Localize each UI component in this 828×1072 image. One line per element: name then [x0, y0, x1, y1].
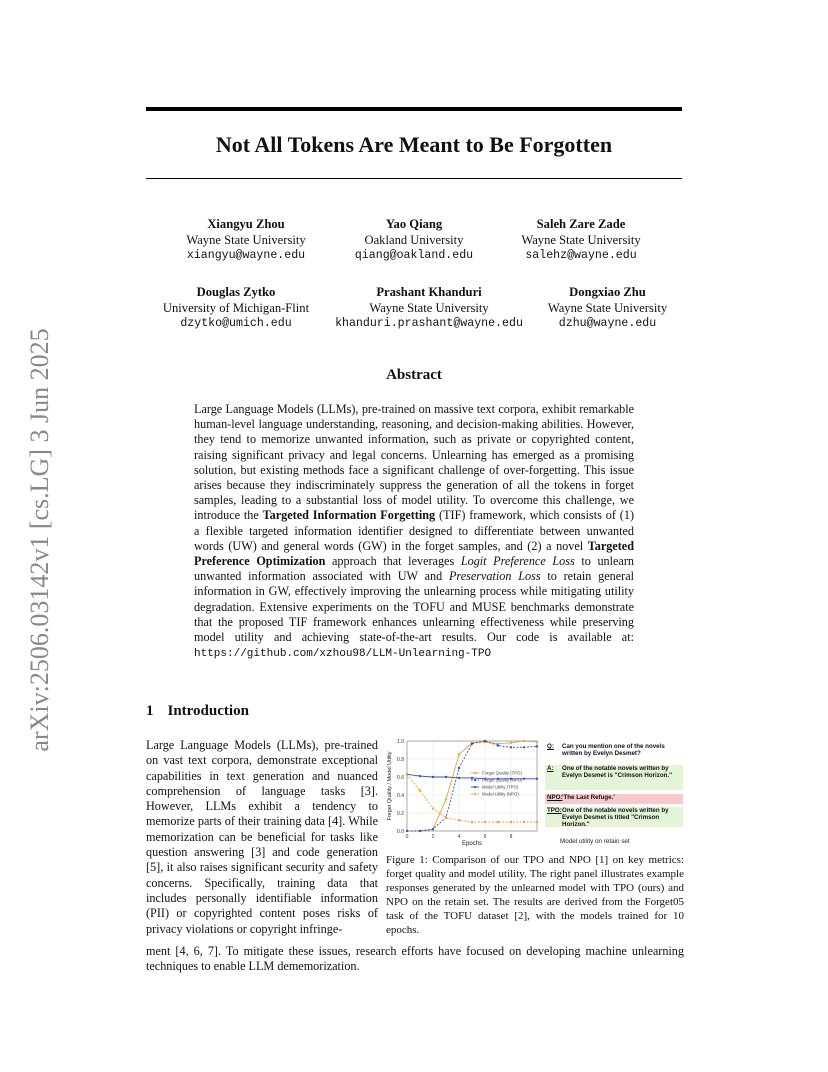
- panel-key: Q:: [547, 743, 554, 750]
- panel-text: One of the notable novels written by Evelyn Desmet is titled "Crimson Horizon.": [562, 807, 669, 829]
- y-tick-label: 1.0: [397, 739, 404, 745]
- panel-tpo-row: [545, 807, 683, 827]
- data-point: [419, 775, 421, 777]
- data-point: [471, 821, 473, 823]
- legend-marker: [474, 793, 476, 795]
- data-point: [458, 767, 460, 769]
- panel-caption: Model utility on retain set: [560, 838, 630, 845]
- abstract-text: to unlearn unwanted information associated with UW and: [194, 554, 634, 584]
- x-tick-label: 0: [405, 834, 409, 840]
- abstract-text: approach that leverages: [325, 554, 461, 569]
- legend-marker: [474, 786, 476, 788]
- data-point: [406, 830, 408, 832]
- author-affiliation: Wayne State University: [186, 232, 306, 247]
- data-point: [406, 773, 408, 775]
- panel-key: A:: [547, 765, 554, 772]
- abstract-bold-term: Targeted Information Forgetting: [262, 508, 436, 523]
- abstract-text: Large Language Models (LLMs), pre-trained on massive text corpora, exhibit remarkable human-level language understanding, reasoning, and decision-making abilities. However, they tend to memorize unwanted information, such as private or copyrighted content, raising significant privacy and legal concerns. Unlearning has emerged as a promising solution, but existing methods face a significant challenge of over-forgetting. This issue arises because they indiscriminately suppress the generation of all the tokens in forget samples, leading to a substantial loss of model utility. To overcome this challenge, we introduce the: [194, 402, 634, 523]
- arxiv-stamp: arXiv:2506.03142v1 [cs.LG] 3 Jun 2025: [25, 328, 54, 752]
- panel-text: Can you mention one of the novels written by Evelyn Desmet?: [562, 743, 665, 758]
- data-point: [458, 777, 460, 779]
- legend-label: Model Utility (TPO): [482, 784, 519, 790]
- data-point: [432, 776, 434, 778]
- legend-label: Forget Quality (NPO): [482, 777, 523, 783]
- panel-key: TPO:: [547, 807, 562, 814]
- y-tick-label: 0.4: [397, 793, 404, 799]
- section-heading: [146, 703, 249, 720]
- example-panel: [545, 737, 685, 837]
- intro-paragraph: Large Language Models (LLMs), pre-trained on vast text corpora, demonstrate exceptional capabilities in text generation and nuanced comprehension of language tasks [3]. However, LLMs exhibit a tendency to memorize parts of their training data [4]. While memorization can be beneficial for tasks like question answering [3] and code generation [5], it also raises significant security and safety concerns. Specifically, training data that includes personally identifiable information (PII) or copyrighted content poses risks of privacy violations or copyright infringe-: [146, 738, 378, 936]
- top-rule: [146, 107, 682, 111]
- author-affiliation: Wayne State University: [547, 300, 668, 315]
- data-point: [471, 777, 473, 779]
- author-email[interactable]: qiang@oakland.edu: [354, 249, 474, 262]
- title-rule: [146, 178, 682, 179]
- data-point: [419, 830, 421, 832]
- data-point: [484, 740, 486, 742]
- legend-label: Forget Quality (TPO): [482, 770, 522, 776]
- abstract-text: to retain general information in GW, effectively improving the unlearning process while mitigating utility degradation. Extensive experiments on the TOFU and MUSE benchmarks demonstrate that the proposed TIF framework enhances unlearning effectiveness while preserving model utility and achieving state-of-the-art results. Our code is available at:: [194, 569, 634, 645]
- data-point: [523, 740, 525, 742]
- y-tick-label: 0.6: [397, 775, 404, 781]
- data-point: [510, 742, 512, 744]
- y-tick-label: 0.2: [397, 811, 404, 817]
- author-name: Dongxiao Zhu: [569, 285, 646, 299]
- author-3: [501, 217, 661, 264]
- x-tick-label: 2: [431, 834, 435, 840]
- abstract-italic-term: Logit Preference Loss: [460, 554, 575, 569]
- panel-text: One of the notable novels written by Evelyn Desmet is "Crimson Horizon.": [562, 765, 673, 780]
- author-email[interactable]: xiangyu@wayne.edu: [186, 249, 306, 262]
- data-point: [432, 828, 434, 830]
- section-number: 1: [146, 703, 154, 719]
- abstract-heading: Abstract: [386, 367, 442, 383]
- section-title: Introduction: [167, 703, 249, 719]
- author-affiliation: University of Michigan-Flint: [162, 300, 310, 315]
- author-name: Yao Qiang: [385, 217, 443, 231]
- data-point: [510, 746, 512, 748]
- author-email[interactable]: salehz@wayne.edu: [525, 249, 637, 262]
- figure-caption: Figure 1: Comparison of our TPO and NPO [1] on key metrics: forget quality and model utility. The right panel illustrates example responses generated by the unlearned model with TPO (ours) and NPO on the retain set. The results are derived from the Forget05 task of the TOFU dataset [2], with the models trained for 10 epochs.: [386, 854, 684, 936]
- abstract-bold-term: Targeted Preference Optimization: [194, 538, 634, 569]
- data-point: [445, 798, 447, 800]
- author-email[interactable]: khanduri.prashant@wayne.edu: [335, 317, 523, 330]
- author-email[interactable]: dzytko@umich.edu: [180, 317, 292, 330]
- data-point: [536, 778, 538, 780]
- panel-key: NPO:: [547, 794, 563, 801]
- panel-npo-row: [545, 794, 683, 804]
- abstract-italic-term: Preservation Loss: [448, 569, 541, 584]
- paper-title: Not All Tokens Are Meant to Be Forgotten: [215, 132, 613, 157]
- legend-marker: [474, 772, 476, 774]
- data-point: [497, 744, 499, 746]
- legend-label: Model Utility (NPO): [482, 791, 519, 797]
- panel-answer-row: [545, 765, 683, 790]
- data-point: [536, 741, 538, 743]
- author-affiliation: Wayne State University: [521, 232, 641, 247]
- data-point: [432, 807, 434, 809]
- data-point: [445, 776, 447, 778]
- data-point: [484, 821, 486, 823]
- figure-1: [385, 735, 685, 848]
- y-tick-label: 0.0: [397, 829, 404, 835]
- y-axis-label: Forget Quality / Model Utility: [387, 751, 393, 821]
- author-2: [334, 217, 494, 264]
- data-point: [458, 819, 460, 821]
- data-point: [536, 821, 538, 823]
- data-point: [523, 746, 525, 748]
- data-point: [419, 789, 421, 791]
- author-affiliation: Wayne State University: [369, 300, 489, 315]
- data-point: [458, 753, 460, 755]
- abstract-text: (TIF) framework, which consists of (1) a flexible targeted information identifier designed to differentiate between unwanted words (UW) and general words (GW) in the forget samples, and (2) a novel: [194, 508, 635, 553]
- code-url-link[interactable]: https://github.com/xzhou98/LLM-Unlearning-TPO: [194, 648, 492, 661]
- data-point: [471, 743, 473, 745]
- data-point: [523, 778, 525, 780]
- data-point: [445, 816, 447, 818]
- author-5: [324, 285, 534, 332]
- y-tick-label: 0.8: [397, 757, 404, 763]
- data-point: [523, 821, 525, 823]
- author-email[interactable]: dzhu@wayne.edu: [558, 317, 657, 330]
- data-point: [510, 821, 512, 823]
- x-tick-label: 6: [483, 834, 487, 840]
- author-name: Xiangyu Zhou: [207, 217, 285, 231]
- x-tick-label: 8: [509, 834, 513, 840]
- author-name: Douglas Zytko: [196, 285, 276, 299]
- author-affiliation: Oakland University: [364, 232, 464, 247]
- x-tick-label: 4: [457, 834, 461, 840]
- panel-text: 'The Last Refuge.': [562, 794, 615, 801]
- x-axis-label: Epochs: [461, 841, 483, 847]
- author-name: Prashant Khanduri: [376, 285, 482, 299]
- author-name: Saleh Zare Zade: [536, 217, 626, 231]
- author-1: [166, 217, 326, 264]
- data-point: [536, 745, 538, 747]
- data-point: [497, 821, 499, 823]
- author-4: [146, 285, 326, 332]
- abstract-body: [194, 402, 634, 662]
- author-6: [530, 285, 685, 332]
- intro-paragraph-continued: ment [4, 6, 7]. To mitigate these issues, research efforts have focused on developing machine unlearning techniques to enable LLM dememorization.: [146, 944, 684, 974]
- panel-question-row: [545, 743, 683, 760]
- legend-marker: [474, 779, 476, 781]
- line-chart: [385, 735, 541, 848]
